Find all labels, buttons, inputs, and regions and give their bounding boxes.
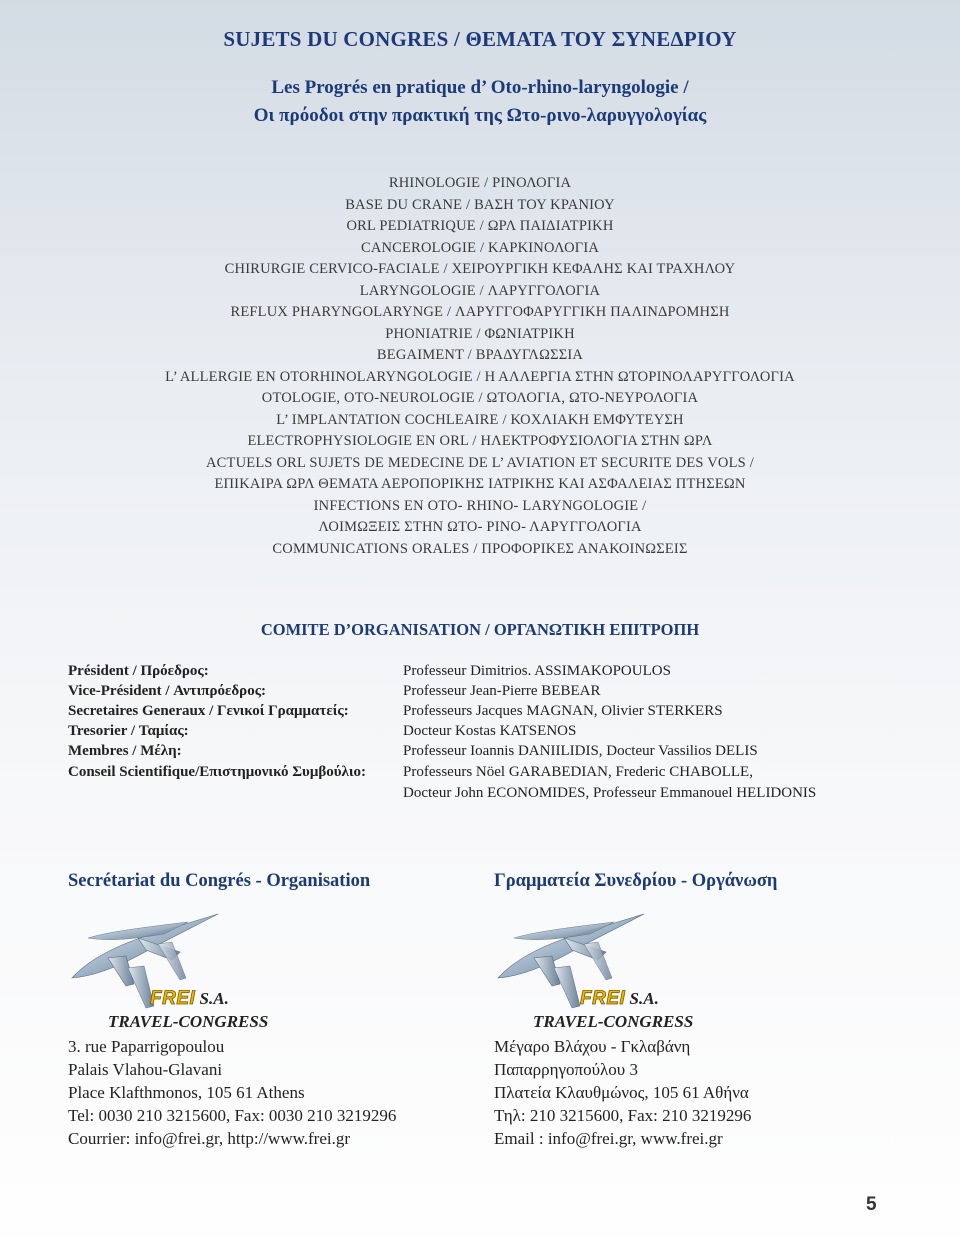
address-line: Τηλ: 210 3215600, Fax: 210 3219296	[494, 1106, 752, 1125]
committee-title: COMITE D’ORGANISATION / ΟΡΓΑΝΩΤΙΚΗ ΕΠΙΤΡΟΠΗ	[260, 620, 700, 639]
address-line: Μέγαρο Βλάχου - Γκλαβάνη	[494, 1037, 691, 1056]
topic-item: BEGAIMENT / ΒΡΑΔΥΓΛΩΣΣΙΑ	[376, 347, 584, 363]
topic-item: ORL PEDIATRIQUE / ΩΡΛ ΠΑΙΔΙΑΤΡΙΚΗ	[346, 218, 614, 234]
frei-suffix: S.A.	[195, 989, 229, 1008]
page-title: SUJETS DU CONGRES / ΘΕΜΑΤΑ ΤΟΥ ΣΥΝΕΔΡΙΟΥ	[223, 27, 737, 51]
topic-item: COMMUNICATIONS ORALES / ΠΡΟΦΟΡΙΚΕΣ ΑΝΑΚΟΙΝΩΣΕΙΣ	[272, 540, 688, 557]
committee-member: Docteur John ECONOMIDES, Professeur Emmanouel HELIDONIS	[403, 785, 817, 801]
address-line: Place Klafthmonos, 105 61 Athens	[68, 1083, 305, 1102]
committee-member: Professeurs Jacques MAGNAN, Olivier STERKERS	[403, 703, 723, 719]
address-line: 3. rue Paparrigopoulou	[68, 1037, 225, 1056]
topic-item: RHINOLOGIE / ΡΙΝΟΛΟΓΙΑ	[388, 175, 572, 191]
frei-brand	[150, 988, 229, 1010]
frei-brand	[580, 988, 659, 1010]
committee-member: Professeur Dimitrios. ASSIMAKOPOULOS	[403, 663, 671, 679]
topic-item: L’ ALLERGIE EN OTORHINOLARYNGOLOGIE / Η ΑΛΛΕΡΓΙΑ ΣΤΗΝ ΩΤΟΡΙΝΟΛΑΡΥΓΓΟΛΟΓΙΑ	[165, 368, 795, 385]
topic-item: ΕΠΙΚΑΙΡΑ ΩΡΛ ΘΕΜΑΤΑ ΑΕΡΟΠΟΡΙΚΗΣ ΙΑΤΡΙΚΗΣ ΚΑΙ ΑΣΦΑΛΕΙΑΣ ΠΤΗΣΕΩΝ	[214, 476, 746, 492]
topic-item: INFECTIONS EN OTO- RHINO- LARYNGOLOGIE /	[313, 497, 647, 514]
congress-subtitle	[0, 74, 960, 130]
address-block-gr	[494, 1035, 751, 1150]
committee-member: Professeur Ioannis DANIILIDIS, Docteur Vassilios DELIS	[403, 743, 758, 759]
secretariat-heading-fr: Secrétariat du Congrés - Organisation	[68, 871, 371, 891]
address-line: Palais Vlahou-Glavani	[68, 1060, 223, 1079]
topic-item: CHIRURGIE CERVICO-FACIALE / ΧΕΙΡΟΥΡΓΙΚΗ ΚΕΦΑΛΗΣ ΚΑΙ ΤΡΑΧΗΛΟΥ	[224, 261, 736, 277]
address-block-fr	[68, 1035, 396, 1150]
frei-logo-text: FREI	[150, 988, 196, 1009]
address-line: Courrier: info@frei.gr, http://www.frei.gr	[68, 1129, 351, 1148]
committee-role: Président / Πρόεδρος:	[68, 663, 209, 679]
committee-role: Secretaires Generaux / Γενικοί Γραμματείς:	[68, 703, 349, 719]
address-line: Πλατεία Κλαυθμώνος, 105 61 Αθήνα	[494, 1083, 749, 1102]
committee-role: Membres / Μέλη:	[68, 743, 182, 759]
topic-item: ACTUELS ORL SUJETS DE MEDECINE DE L’ AVIATION ET SECURITE DES VOLS /	[206, 454, 754, 471]
topic-item: ELECTROPHYSIOLOGIE EN ORL / ΗΛΕΚΤΡΟΦΥΣΙΟΛΟΓΙΑ ΣΤΗΝ ΩΡΛ	[247, 433, 713, 449]
topic-item: REFLUX PHARYNGOLARYNGE / ΛΑΡΥΓΓΟΦΑΡΥΓΓΙΚΗ ΠΑΛΙΝΔΡΟΜΗΣΗ	[230, 304, 730, 320]
topic-item: BASE DU CRANE / ΒΑΣΗ ΤΟΥ ΚΡΑΝΙΟΥ	[345, 196, 615, 213]
address-line: Παπαρρηγοπούλου 3	[494, 1060, 638, 1079]
address-line: Tel: 0030 210 3215600, Fax: 0030 210 3219296	[68, 1106, 397, 1125]
agency-name: TRAVEL-CONGRESS	[533, 1012, 694, 1031]
agency-name: TRAVEL-CONGRESS	[108, 1012, 269, 1031]
frei-logo-text: FREI	[580, 988, 626, 1009]
address-line: Email : info@frei.gr, www.frei.gr	[494, 1129, 723, 1148]
subtitle-line-2: Οι πρόοδοι στην πρακτική της Ωτο-ρινο-λαρυγγολογίας	[253, 105, 707, 126]
committee-member: Professeurs Nöel GARABEDIAN, Frederic CHABOLLE,	[403, 764, 753, 780]
subtitle-line-1: Les Progrés en pratique d’ Oto-rhino-laryngologie /	[271, 77, 689, 98]
secretariat-heading-gr: Γραμματεία Συνεδρίου - Οργάνωση	[494, 871, 778, 891]
topic-item: PHONIATRIE / ΦΩΝΙΑΤΡΙΚΗ	[385, 325, 575, 342]
topic-item: LARYNGOLOGIE / ΛΑΡΥΓΓΟΛΟΓΙΑ	[359, 282, 601, 299]
committee-role: Conseil Scientifique/Επιστημονικό Συμβούλιο:	[68, 764, 367, 780]
topics-list	[0, 173, 960, 560]
committee-member: Docteur Kostas KATSENOS	[403, 723, 577, 739]
topic-item: OTOLOGIE, OTO-NEUROLOGIE / ΩΤΟΛΟΓΙΑ, ΩΤΟ-ΝΕΥΡΟΛΟΓΙΑ	[261, 390, 699, 406]
topic-item: CANCEROLOGIE / ΚΑΡΚΙΝΟΛΟΓΙΑ	[360, 239, 600, 256]
topic-item: L’ IMPLANTATION COCHLEAIRE / ΚΟΧΛΙΑΚΗ ΕΜΦΥΤΕΥΣΗ	[276, 411, 684, 428]
committee-member: Professeur Jean-Pierre BEBEAR	[403, 683, 601, 699]
page-number: 5	[866, 1194, 877, 1215]
committee-role: Tresorier / Ταμίας:	[68, 723, 189, 739]
frei-suffix: S.A.	[625, 989, 659, 1008]
committee-role: Vice-Président / Αντιπρόεδρος:	[68, 683, 267, 699]
topic-item: ΛΟΙΜΩΞΕΙΣ ΣΤΗΝ ΩΤΟ- ΡΙΝΟ- ΛΑΡΥΓΓΟΛΟΓΙΑ	[318, 519, 642, 535]
